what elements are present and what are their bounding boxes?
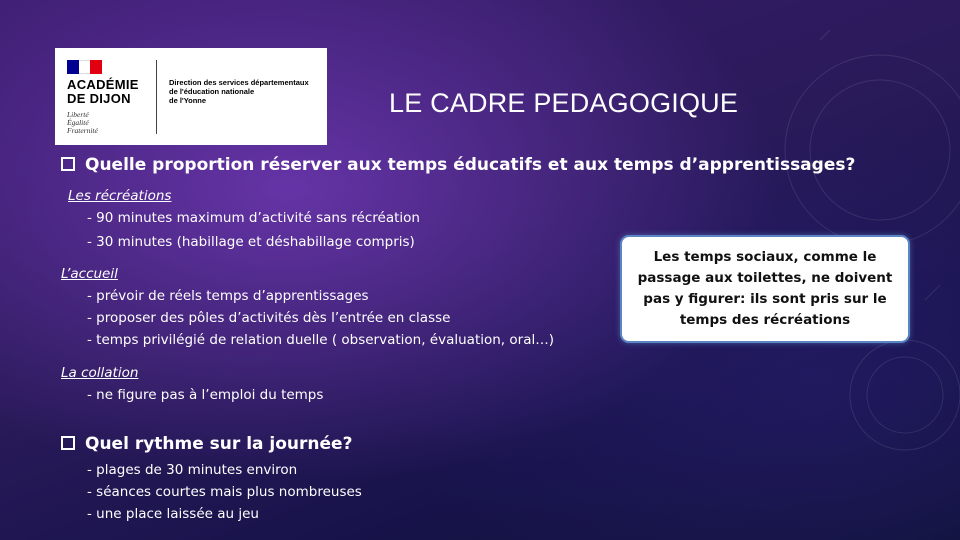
callout-box (620, 235, 910, 343)
section-heading-collation: La collation (61, 365, 139, 381)
question-text: Quelle proportion réserver aux temps éducatifs et aux temps d’apprentissages? (85, 155, 856, 175)
list-item: - ne figure pas à l’emploi du temps (87, 387, 324, 403)
list-item: - prévoir de réels temps d’apprentissages (87, 288, 369, 304)
checkbox-bullet-icon (61, 436, 75, 450)
slide-title: LE CADRE PEDAGOGIQUE (389, 88, 739, 118)
question-rhythm (61, 434, 352, 454)
checkbox-bullet-icon (61, 157, 75, 171)
list-item: - séances courtes mais plus nombreuses (87, 484, 362, 500)
academie-logo (55, 48, 327, 145)
flag-icon (67, 60, 102, 74)
logo-direction-text: Direction des services départementaux de l'éducation nationale de l'Yonne (169, 78, 309, 105)
logo-motto: Liberté Égalité Fraternité (67, 110, 98, 135)
list-item: - 30 minutes (habillage et déshabillage compris) (87, 234, 415, 250)
list-item: - plages de 30 minutes environ (87, 462, 298, 478)
callout-text: Les temps sociaux, comme le passage aux toilettes, ne doivent pas y figurer: ils sont pris sur le temps des récréations (637, 249, 893, 328)
list-item: - 90 minutes maximum d’activité sans récréation (87, 210, 420, 226)
list-item: - une place laissée au jeu (87, 506, 259, 522)
section-heading-recreations: Les récréations (68, 188, 172, 204)
list-item: - proposer des pôles d’activités dès l’entrée en classe (87, 310, 451, 326)
list-item: - temps privilégié de relation duelle ( observation, évaluation, oral…) (87, 332, 554, 348)
question-text: Quel rythme sur la journée? (85, 434, 353, 454)
question-proportion (61, 155, 855, 175)
section-heading-accueil: L’accueil (61, 266, 118, 282)
logo-divider (156, 60, 157, 134)
logo-academy-name: ACADÉMIE DE DIJON (67, 77, 139, 106)
